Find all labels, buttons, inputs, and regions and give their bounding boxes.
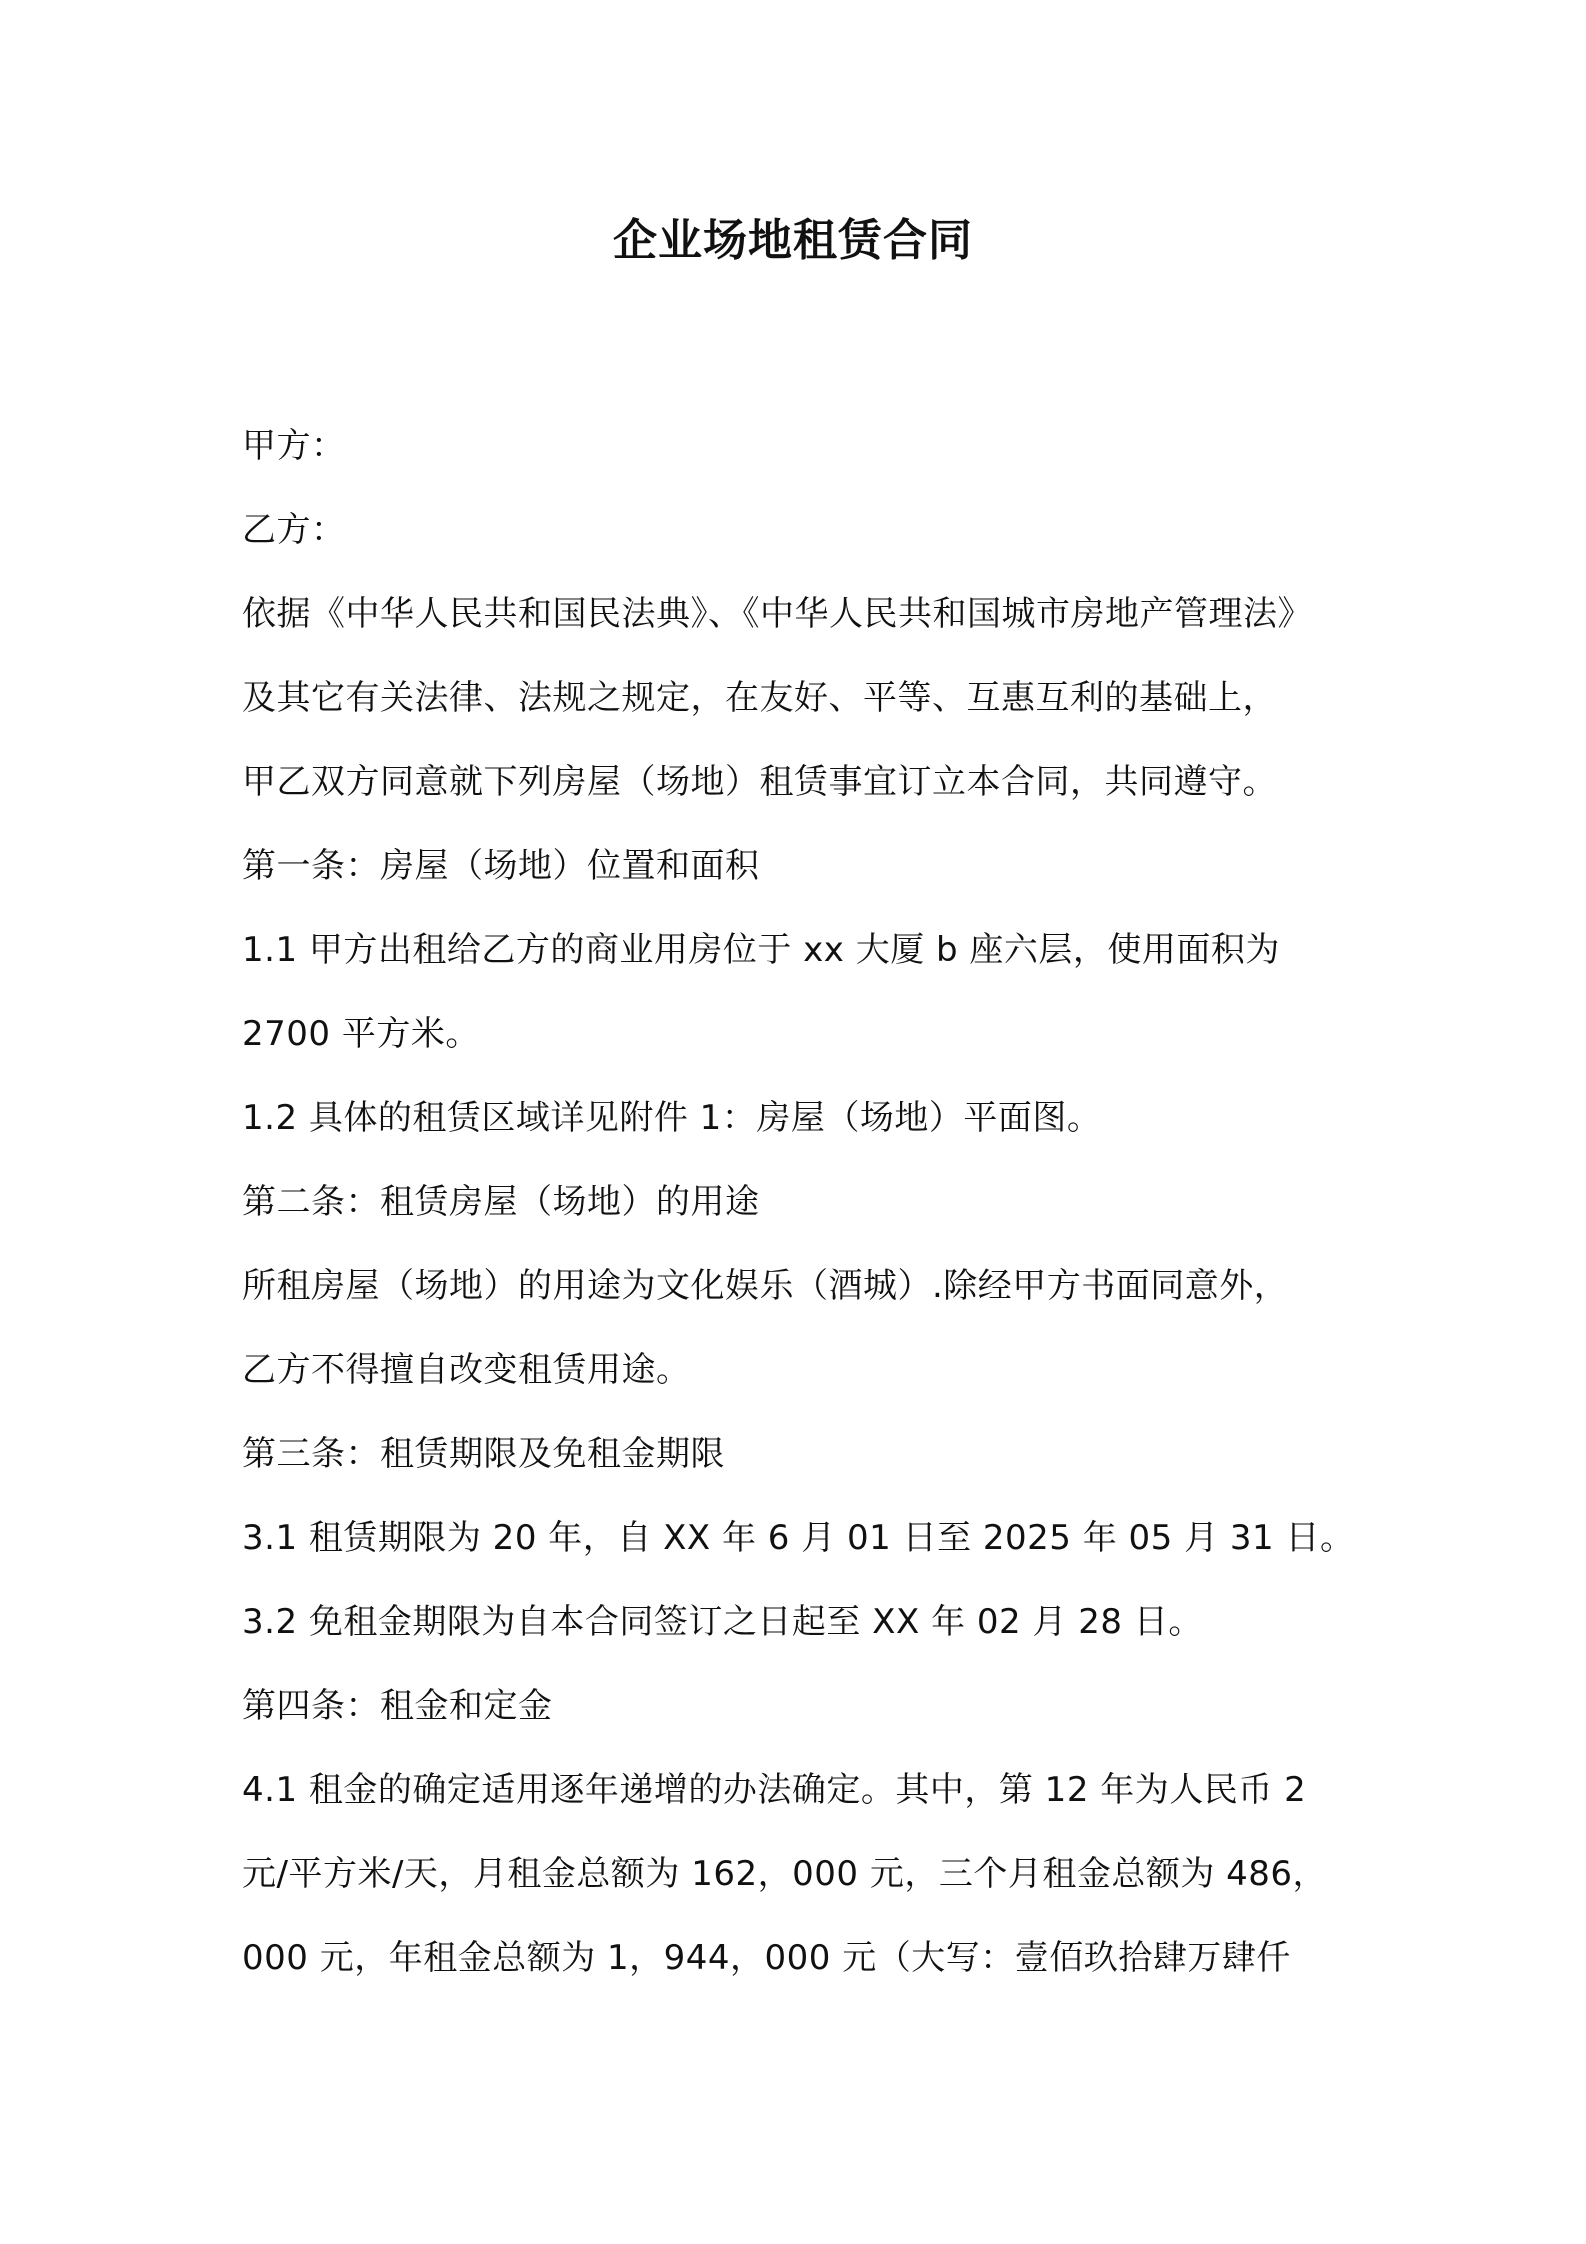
contract-body <box>242 404 1362 2000</box>
party-b-line: 乙方： <box>242 510 346 550</box>
clause-line: 元/平方米/天，月租金总额为 162，000 元，三个月租金总额为 486， <box>242 1854 1328 1894</box>
clause-line: 3.2 免租金期限为自本合同签订之日起至 XX 年 02 月 28 日。 <box>242 1602 1203 1642</box>
preamble-line: 依据《中华人民共和国民法典》、《中华人民共和国城市房地产管理法》 <box>242 594 1312 634</box>
preamble-line: 及其它有关法律、法规之规定，在友好、平等、互惠互利的基础上， <box>242 678 1277 718</box>
party-a-line: 甲方： <box>242 426 346 466</box>
clause-line: 4.1 租金的确定适用逐年递增的办法确定。其中，第 12 年为人民币 2 <box>242 1770 1307 1810</box>
clause-line: 000 元，年租金总额为 1，944，000 元（大写：壹佰玖拾肆万肆仟 <box>242 1938 1291 1978</box>
clause-line: 乙方不得擅自改变租赁用途。 <box>242 1350 691 1390</box>
article-heading: 第三条：租赁期限及免租金期限 <box>242 1434 725 1474</box>
document-title: 企业场地租赁合同 <box>613 215 973 266</box>
preamble-line: 甲乙双方同意就下列房屋（场地）租赁事宜订立本合同，共同遵守。 <box>242 762 1277 802</box>
clause-line: 3.1 租赁期限为 20 年，自 XX 年 6 月 01 日至 2025 年 05 月 31 日。 <box>242 1518 1355 1558</box>
article-heading: 第一条：房屋（场地）位置和面积 <box>242 846 760 886</box>
clause-line: 1.1 甲方出租给乙方的商业用房位于 xx 大厦 b 座六层，使用面积为 <box>242 930 1280 970</box>
clause-line: 1.2 具体的租赁区域详见附件 1：房屋（场地）平面图。 <box>242 1098 1102 1138</box>
clause-line: 2700 平方米。 <box>242 1014 480 1054</box>
clause-line: 所租房屋（场地）的用途为文化娱乐（酒城）.除经甲方书面同意外， <box>242 1266 1289 1306</box>
article-heading: 第二条：租赁房屋（场地）的用途 <box>242 1182 760 1222</box>
article-heading: 第四条：租金和定金 <box>242 1686 553 1726</box>
